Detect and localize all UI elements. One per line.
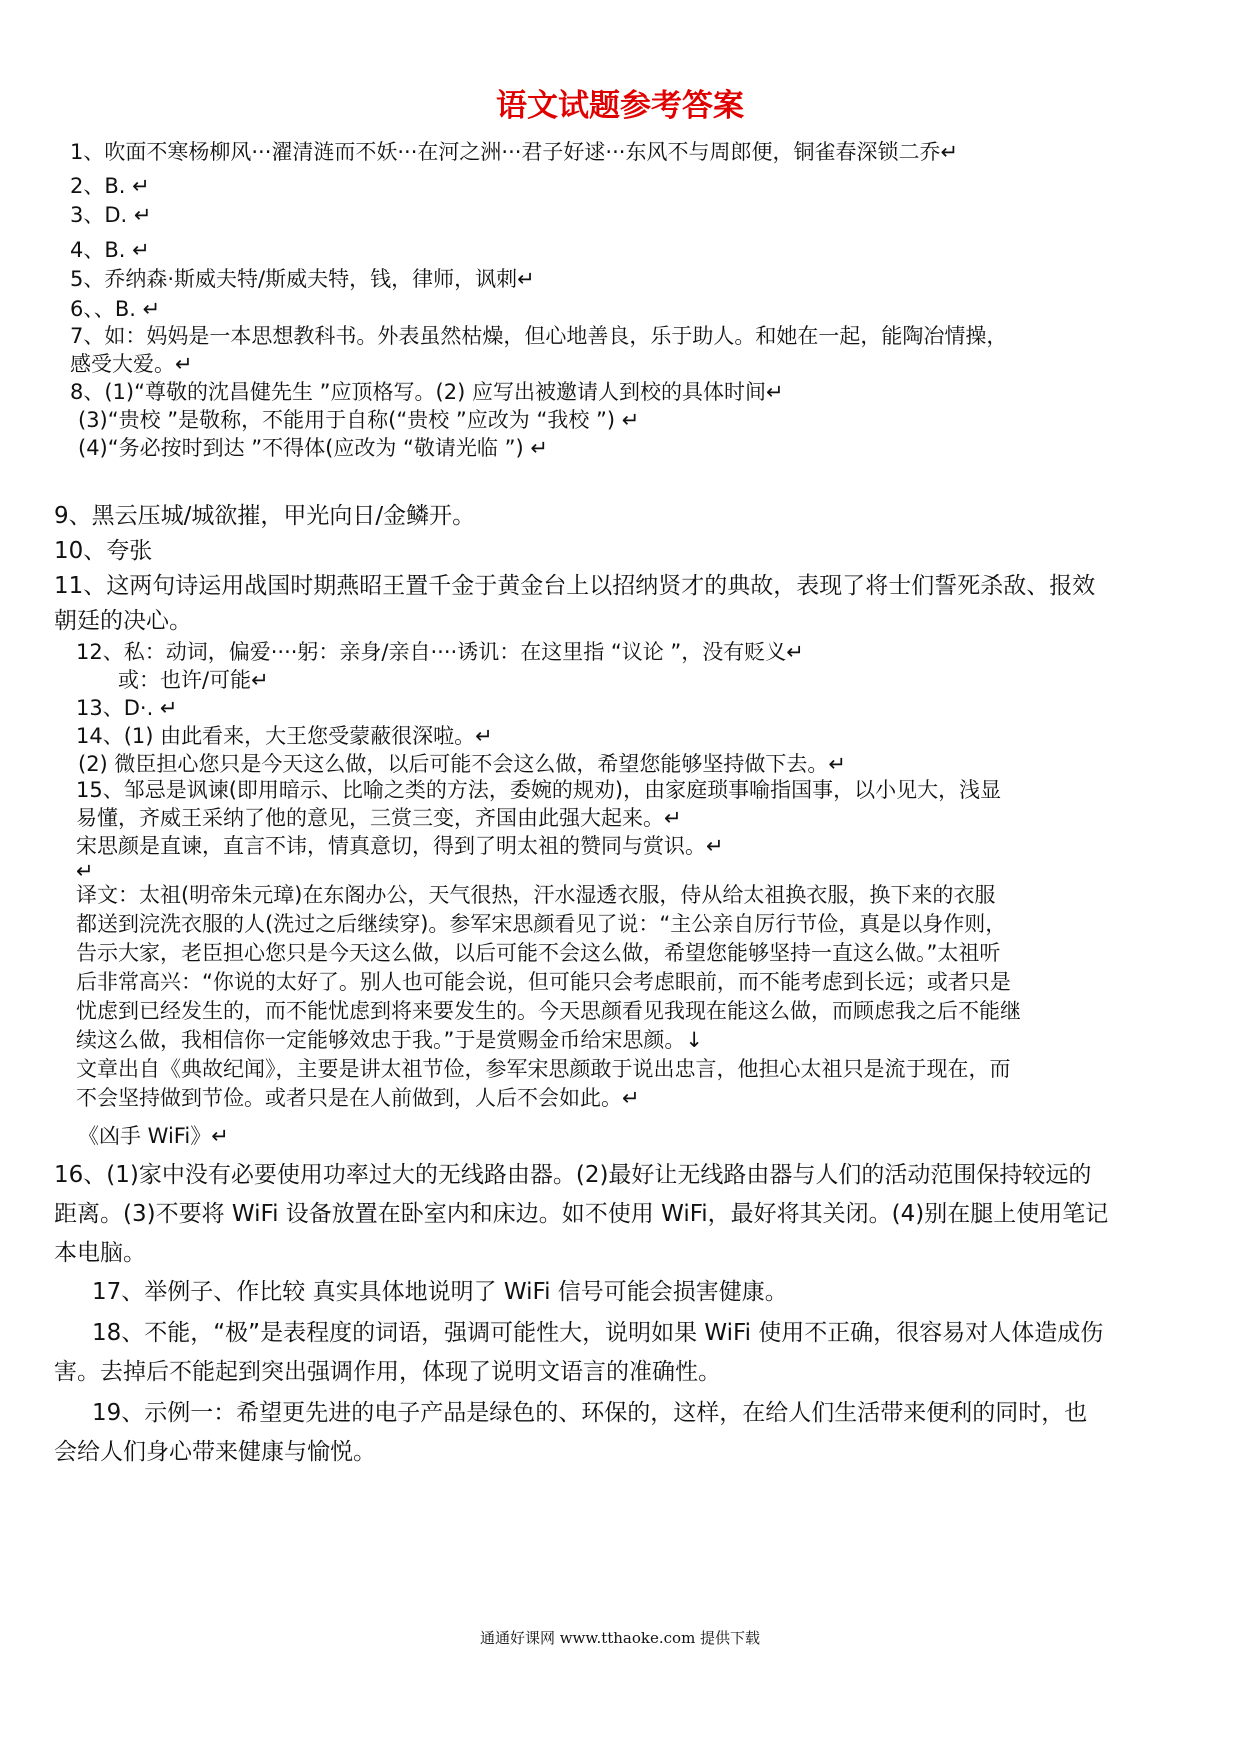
answer-line: 16、(1)家中没有必要使用功率过大的无线路由器。(2)最好让无线路由器与人们的活动范围保持较远的 <box>54 1162 1092 1188</box>
answer-line: 14、(1) 由此看来，大王您受蒙蔽很深啦。↵ <box>76 724 493 748</box>
answer-line: 不会坚持做到节俭。或者只是在人前做到，人后不会如此。↵ <box>76 1086 640 1110</box>
page-title: 语文试题参考答案 <box>496 88 744 124</box>
answer-line: 1、吹面不寒杨柳风···濯清涟而不妖···在河之洲···君子好逑···东风不与周郎便，铜雀春深锁二乔↵ <box>70 140 959 164</box>
answer-line: ↵ <box>76 859 94 883</box>
answer-line: 7、如：妈妈是一本思想教科书。外表虽然枯燥，但心地善良，乐于助人。和她在一起，能陶冶情操， <box>70 324 1008 348</box>
answer-line: 12、私：动词，偏爱····躬：亲身/亲自····诱讥：在这里指 “议论 ”，没有贬义↵ <box>76 640 804 664</box>
answer-line: 15、邹忌是讽谏(即用暗示、比喻之类的方法，委婉的规劝)，由家庭琐事喻指国事，以小见大，浅显 <box>76 778 1002 802</box>
answer-line: 感受大爱。↵ <box>70 352 193 376</box>
answer-line: 17、举例子、作比较 真实具体地说明了 WiFi 信号可能会损害健康。 <box>92 1279 788 1305</box>
answer-line: 11、这两句诗运用战国时期燕昭王置千金于黄金台上以招纳贤才的典故，表现了将士们誓死杀敌、报效 <box>54 573 1096 599</box>
answer-line: 文章出自《典故纪闻》，主要是讲太祖节俭，参军宋思颜敢于说出忠言，他担心太祖只是流于现在，而 <box>76 1057 1011 1081</box>
answer-line: 距离。(3)不要将 WiFi 设备放置在卧室内和床边。如不使用 WiFi，最好将其关闭。(4)别在腿上使用笔记 <box>54 1201 1109 1227</box>
answer-line: 译文：太祖(明帝朱元璋)在东阁办公，天气很热，汗水湿透衣服，侍从给太祖换衣服，换下来的衣服 <box>76 883 996 907</box>
answer-line: 宋思颜是直谏，直言不讳，情真意切，得到了明太祖的赞同与赏识。↵ <box>76 834 724 858</box>
answer-line: (2) 微臣担心您只是今天这么做，以后可能不会这么做，希望您能够坚持做下去。↵ <box>78 752 847 776</box>
answer-line: 3、D. ↵ <box>70 203 152 227</box>
answer-line: 害。去掉后不能起到突出强调作用，体现了说明文语言的准确性。 <box>54 1359 721 1385</box>
answer-line: (4)“务必按时到达 ”不得体(应改为 “敬请光临 ”) ↵ <box>78 436 548 460</box>
answer-line: 2、B. ↵ <box>70 174 150 198</box>
answer-line: 本电脑。 <box>54 1240 146 1266</box>
answer-line: 易懂，齐威王采纳了他的意见，三赏三变，齐国由此强大起来。↵ <box>76 806 682 830</box>
answer-line: 或：也许/可能↵ <box>118 668 269 692</box>
answer-line: 续这么做，我相信你一定能够效忠于我。”于是赏赐金币给宋思颜。↓ <box>76 1028 703 1052</box>
answer-line: 会给人们身心带来健康与愉悦。 <box>54 1439 376 1465</box>
answer-line: 8、(1)“尊敬的沈昌健先生 ”应顶格写。(2) 应写出被邀请人到校的具体时间↵ <box>70 380 784 404</box>
answer-line: 告示大家，老臣担心您只是今天这么做，以后可能不会这么做，希望您能够坚持一直这么做。”太祖听 <box>76 941 1001 965</box>
answer-line: 18、不能，“极”是表程度的词语，强调可能性大，说明如果 WiFi 使用不正确，很容易对人体造成伤 <box>92 1320 1104 1346</box>
answer-line: 19、示例一：希望更先进的电子产品是绿色的、环保的，这样，在给人们生活带来便利的同时，也 <box>92 1400 1088 1426</box>
answer-line: 朝廷的决心。 <box>54 608 192 634</box>
answer-line: 后非常高兴：“你说的太好了。别人也可能会说，但可能只会考虑眼前，而不能考虑到长远；或者只是 <box>76 970 1011 994</box>
answer-line: 9、黑云压城/城欲摧，甲光向日/金鳞开。 <box>54 503 476 529</box>
answer-line: 13、D·. ↵ <box>76 696 178 720</box>
page-footer: 通通好课网 www.tthaoke.com 提供下载 <box>479 1629 761 1647</box>
answer-line: 5、乔纳森·斯威夫特/斯威夫特，钱，律师，讽刺↵ <box>70 267 535 291</box>
answer-line: 都送到浣洗衣服的人(洗过之后继续穿)。参军宋思颜看见了说：“主公亲自厉行节俭，真是以身作则， <box>76 912 1007 936</box>
answer-line: 6、、B. ↵ <box>70 297 161 321</box>
answer-line: 10、夸张 <box>54 538 153 564</box>
answer-line: 《凶手 WiFi》↵ <box>78 1124 229 1148</box>
answer-line: (3)“贵校 ”是敬称，不能用于自称(“贵校 ”应改为 “我校 ”) ↵ <box>78 408 640 432</box>
answer-line: 忧虑到已经发生的，而不能忧虑到将来要发生的。今天思颜看见我现在能这么做，而顾虑我之后不能继 <box>76 999 1021 1023</box>
answer-line: 4、B. ↵ <box>70 238 150 262</box>
